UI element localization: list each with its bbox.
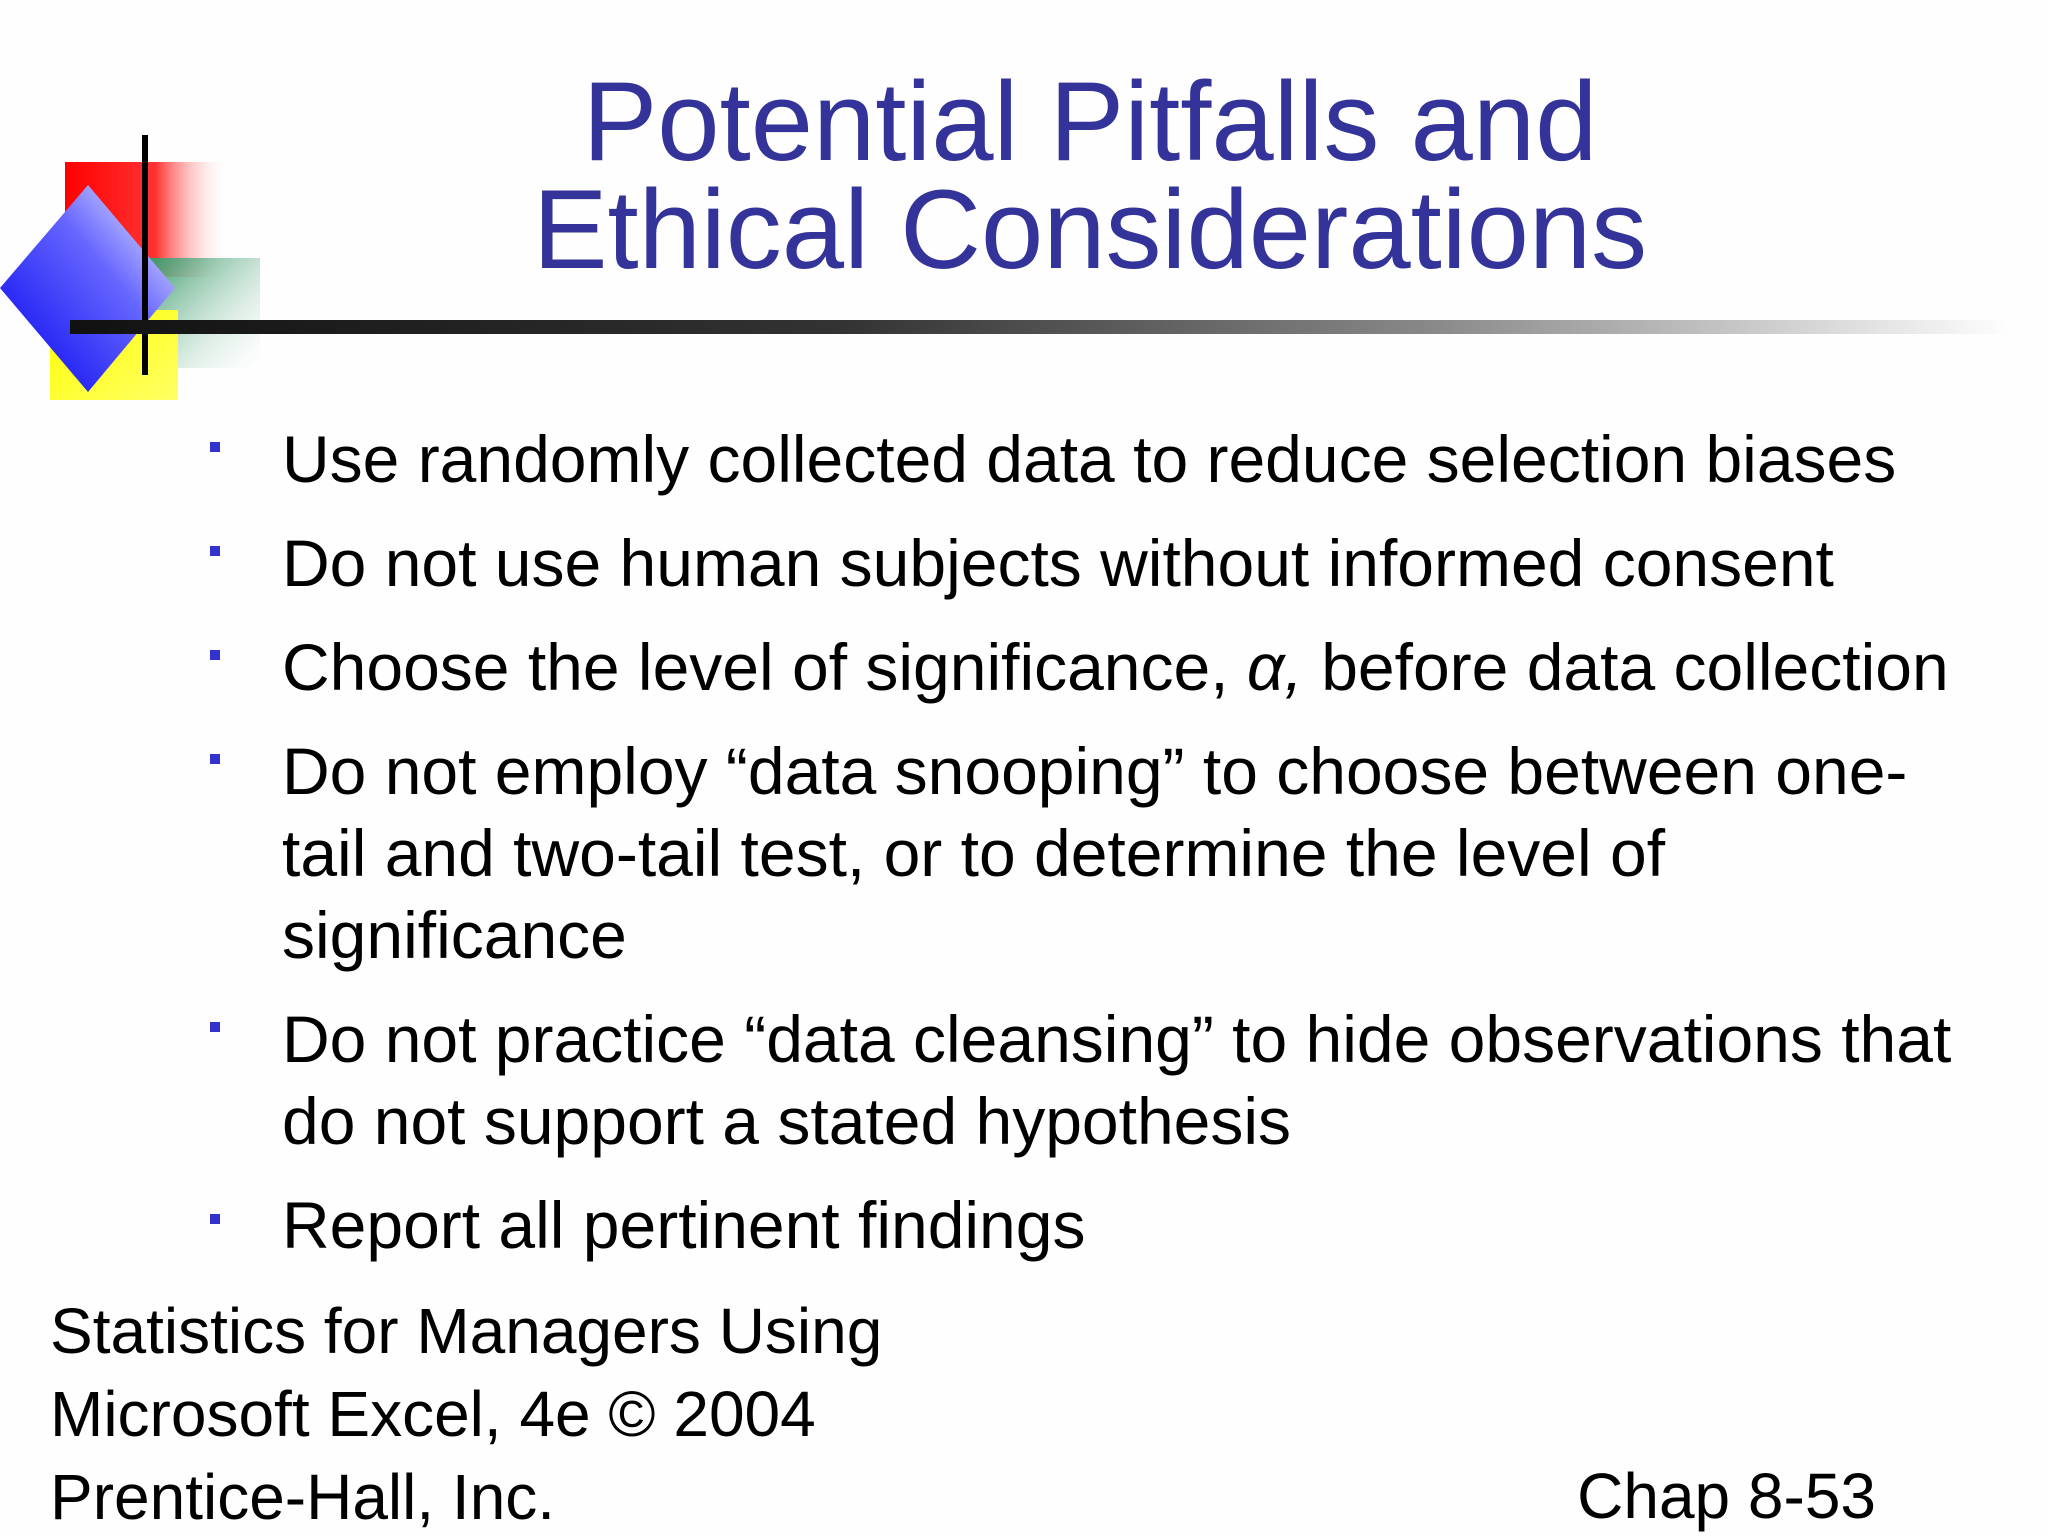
bullet-item [200, 730, 1980, 976]
bullet-icon [210, 650, 220, 660]
bullet-icon [210, 1022, 220, 1032]
bullet-text-post: before data collection [1302, 630, 1949, 704]
bullet-icon [210, 1214, 220, 1224]
bullet-text: Do not employ “data snooping” to choose between one-tail and two-tail test, or to determine the level of significance [282, 734, 1908, 972]
bullet-item [200, 998, 1980, 1162]
bullet-text: Do not use human subjects without informed consent [282, 526, 1834, 600]
bullet-item [200, 626, 1980, 708]
slide-title [420, 59, 1760, 292]
bullet-item [200, 522, 1980, 604]
footer-citation: Statistics for Managers Using Microsoft Excel, 4e © 2004 Prentice-Hall, Inc. [50, 1295, 883, 1533]
bullet-icon [210, 442, 220, 452]
bullet-text-pre: Choose the level of significance, [282, 630, 1247, 704]
alpha-symbol: α, [1246, 630, 1303, 704]
bullet-item [200, 1184, 1980, 1266]
bullet-list [200, 418, 1980, 1288]
bullet-item [200, 418, 1980, 500]
slide-title-line-1: Potential Pitfalls and [582, 59, 1598, 184]
title-divider [70, 320, 2010, 334]
bullet-text: Report all pertinent findings [282, 1188, 1086, 1262]
footer-page-number: Chap 8-53 [1577, 1460, 1876, 1532]
bullet-icon [210, 546, 220, 556]
bullet-text: Use randomly collected data to reduce selection biases [282, 422, 1897, 496]
bullet-text: Do not practice “data cleansing” to hide observations that do not support a stated hypothesis [282, 1002, 1952, 1158]
color-squares-logo-icon [0, 130, 270, 410]
bullet-icon [210, 754, 220, 764]
slide-title-line-2: Ethical Considerations [532, 167, 1648, 292]
